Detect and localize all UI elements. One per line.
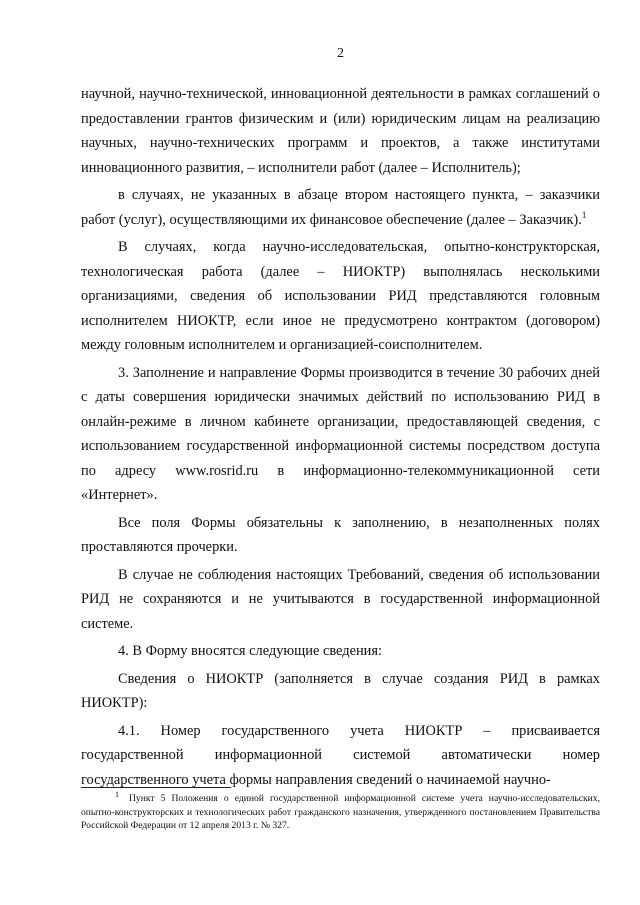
paragraph-3: В случаях, когда научно-исследовательская, опытно-конструкторская, технологическая работа (далее – НИОКТР) выполнялась несколькими организациями, сведения об использовании РИД представляются головным исполнителем НИОКТР, если иное не предусмотрено контрактом (договором) между головным исполнителем и организацией-соисполнителем. — [81, 239, 600, 353]
paragraph-7: 4. В Форму вносятся следующие сведения: — [118, 643, 382, 659]
footnote — [81, 789, 600, 833]
footnote-text: Пункт 5 Положения о единой государственной информационной системе учета научно-исследовательских, опытно-конструкторских и технологических работ гражданского назначения, утвержденного постановлением Правительства Российской Федерации от 12 апреля 2013 г. № 327. — [81, 793, 600, 831]
paragraph-6: В случае не соблюдения настоящих Требований, сведения об использовании РИД не сохраняются и не учитываются в государственной информационной системе. — [81, 566, 600, 632]
paragraph-9: 4.1. Номер государственного учета НИОКТР – присваивается государственной информационной системой автоматически номер государственного учета формы направления сведений о начинаемой научно- — [81, 722, 600, 788]
paragraph-8: Сведения о НИОКТР (заполняется в случае создания РИД в рамках НИОКТР): — [81, 670, 600, 711]
paragraph-2-text: в случаях, не указанных в абзаце втором настоящего пункта, – заказчики работ (услуг), осуществляющими их финансовое обеспечение (далее – Заказчик) — [81, 187, 600, 228]
footnote-mark: 1 — [115, 789, 119, 799]
paragraph-4: 3. Заполнение и направление Формы производится в течение 30 рабочих дней с даты совершения юридически значимых действий по использованию РИД в онлайн-режиме в личном кабинете организации, предоставляющей сведения, с использованием государственной информационной системы посредством доступа по адресу www.rosrid.ru в информационно-телекоммуникационной сети «Интернет». — [81, 364, 600, 503]
page-number: 2 — [337, 46, 344, 61]
paragraph-1: научной, научно-технической, инновационной деятельности в рамках соглашений о предоставлении грантов физическим и (или) юридическим лицам на реализацию научных, научно-технических программ и проектов, а также институтами инновационного развития, – исполнители работ (далее – Исполнитель); — [81, 86, 600, 176]
footnote-reference[interactable]: 1 — [581, 209, 587, 220]
paragraph-2: в случаях, не указанных в абзаце втором настоящего пункта, – заказчики работ (услуг), осуществляющими их финансовое обеспечение (далее – Заказчик).$^1$ — [81, 187, 600, 228]
paragraph-5: Все поля Формы обязательны к заполнению, в незаполненных полях проставляются прочерки. — [81, 514, 600, 555]
footnote-divider — [81, 787, 231, 788]
